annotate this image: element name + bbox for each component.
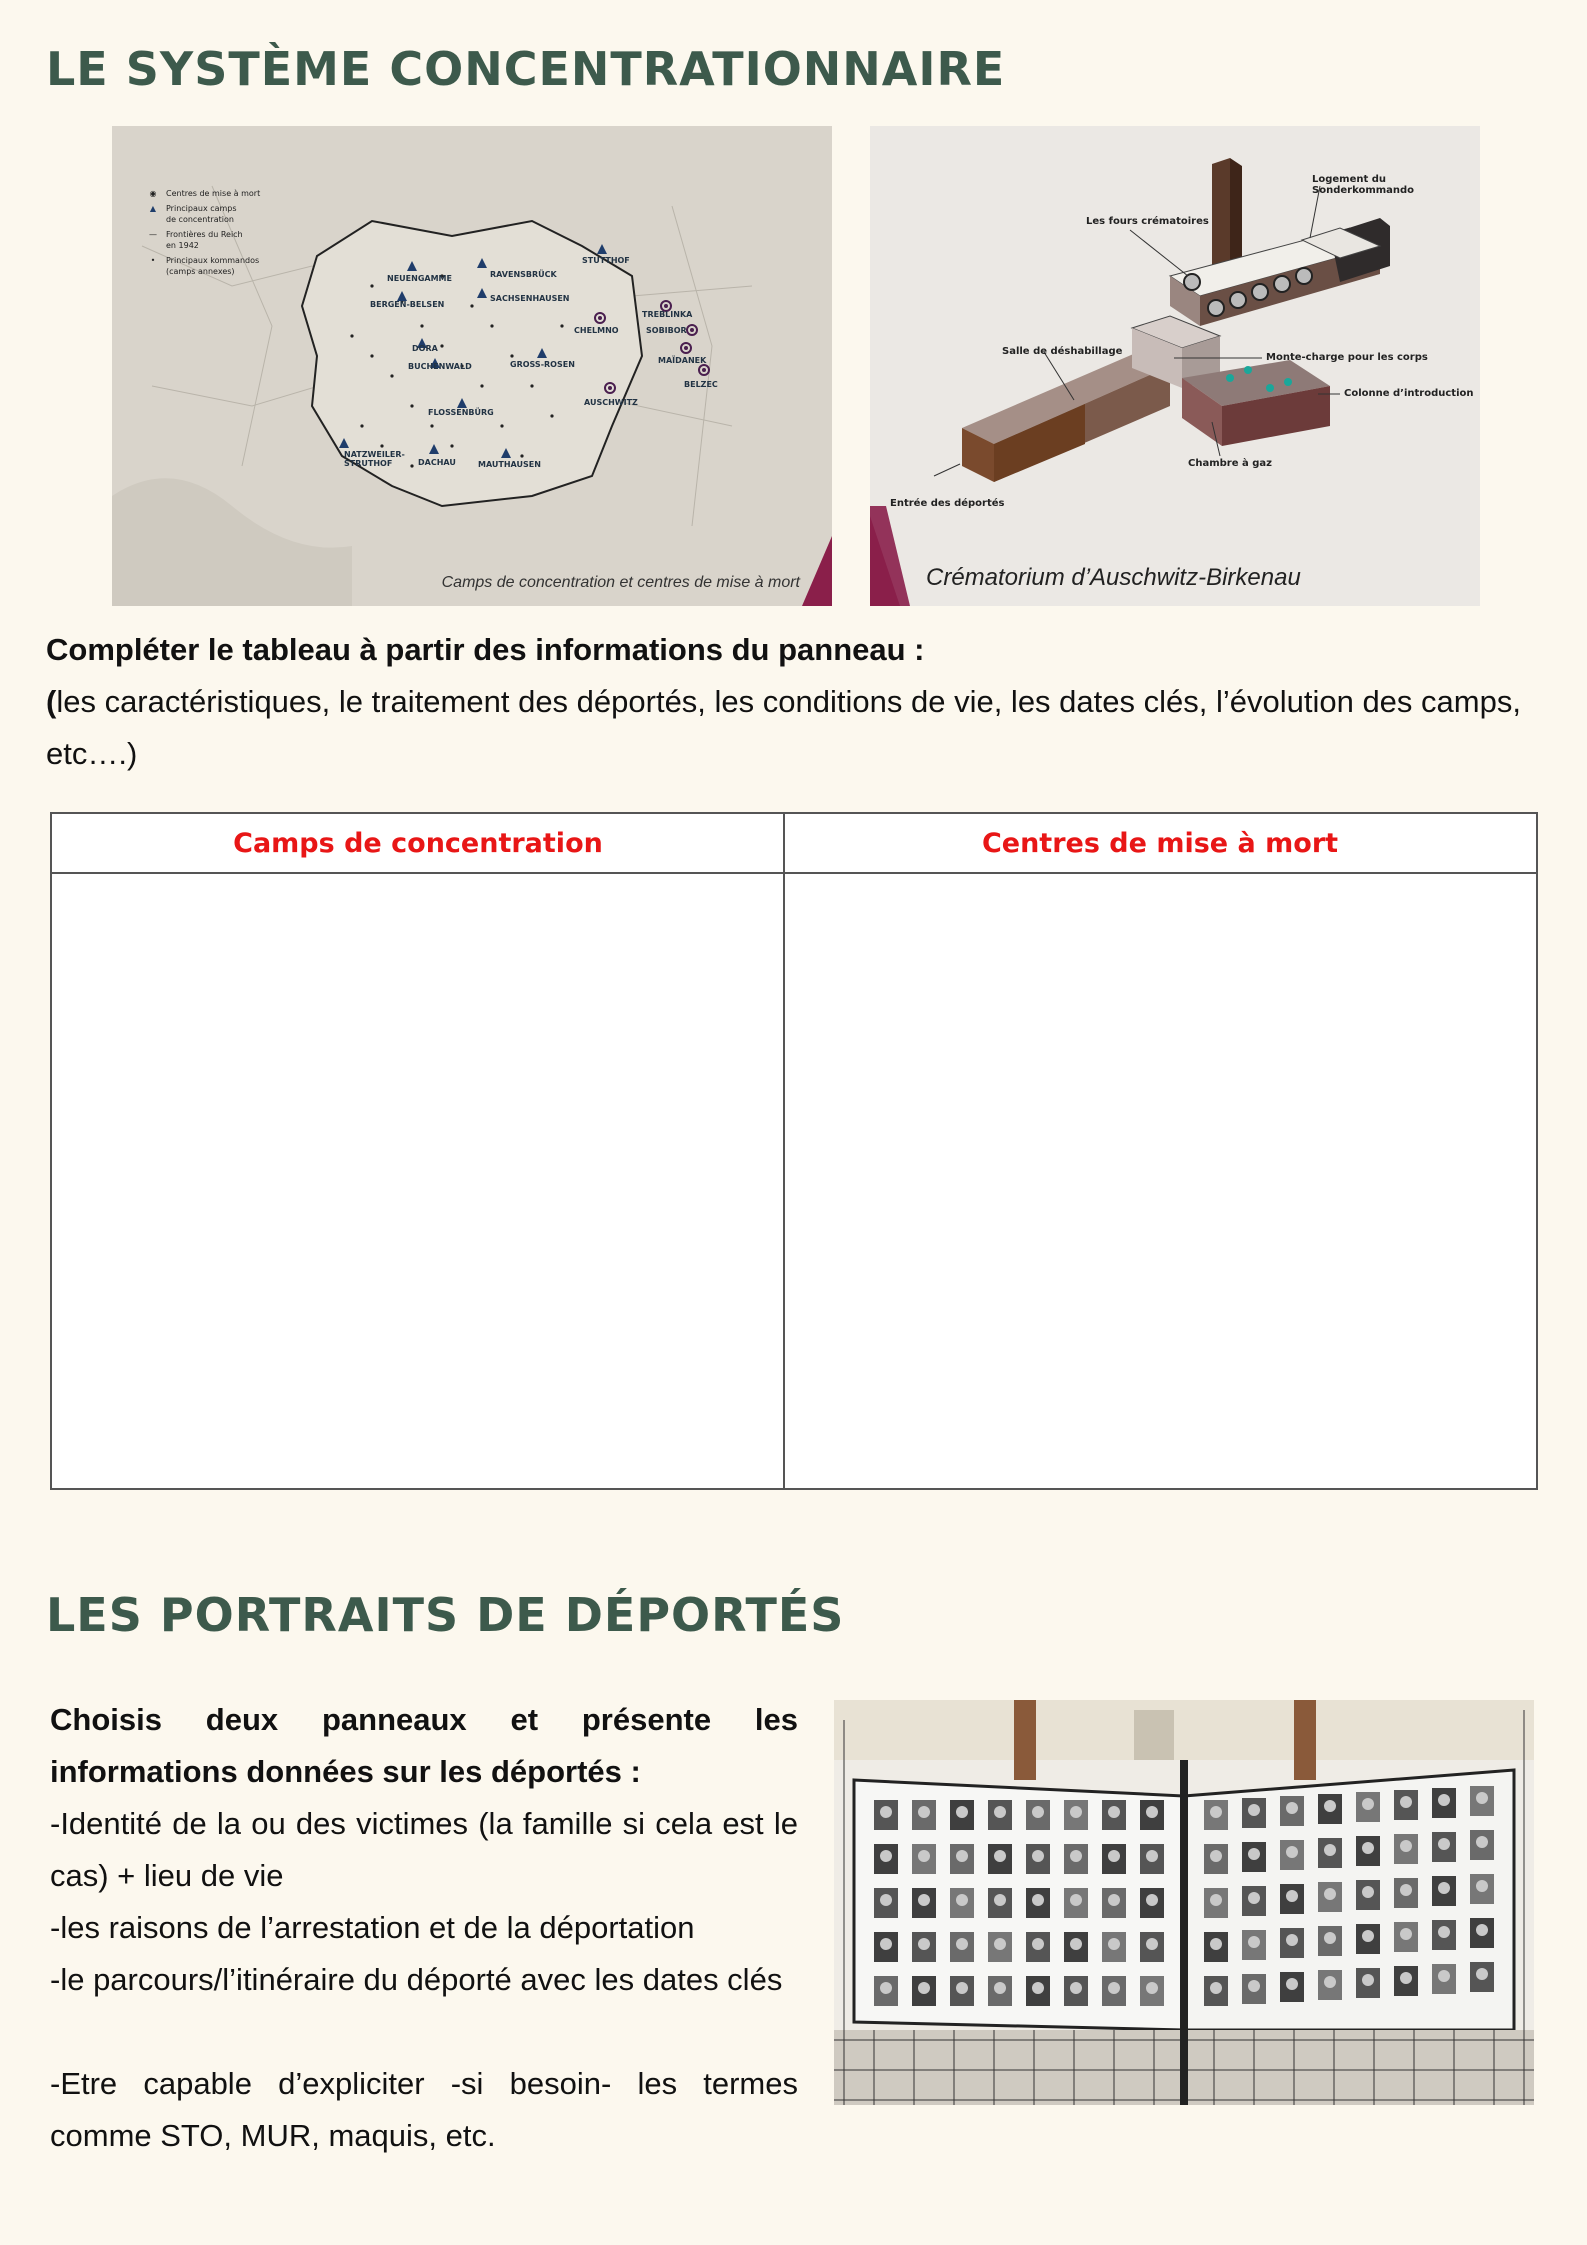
portrait-face <box>1476 1792 1488 1804</box>
portrait-face <box>1210 1894 1222 1906</box>
portrait-face <box>1438 1882 1450 1894</box>
portrait-face <box>1070 1850 1082 1862</box>
portrait-face <box>1108 1850 1120 1862</box>
camp-triangle-icon: ▲ <box>149 204 157 213</box>
portrait-face <box>918 1982 930 1994</box>
crem-label-colonne: Colonne d’introduction <box>1344 388 1474 399</box>
portrait-face <box>1324 1844 1336 1856</box>
portrait-face <box>918 1850 930 1862</box>
portrait-face <box>880 1850 892 1862</box>
portrait-face <box>1108 1982 1120 1994</box>
portrait-face <box>1146 1938 1158 1950</box>
portrait-face <box>1032 1850 1044 1862</box>
legend-label: Frontières du Reich en 1942 <box>166 230 243 250</box>
portraits-instruction: Choisis deux panneaux et présente les informations données sur les déportés : <box>50 1702 798 1789</box>
portrait-face <box>880 1894 892 1906</box>
map-label: SOBIBOR <box>646 326 687 335</box>
portrait-face <box>1210 1938 1222 1950</box>
map-caption: Camps de concentration et centres de mise à mort <box>441 574 800 591</box>
portrait-face <box>1362 1930 1374 1942</box>
crematorium-drawing <box>870 126 1480 606</box>
portrait-face <box>1032 1938 1044 1950</box>
map-label: NATZWEILER-STRUTHOF <box>344 450 405 468</box>
portraits-item: -Identité de la ou des victimes (la famille si cela est le cas) + lieu de vie <box>50 1806 798 1893</box>
portrait-face <box>956 1982 968 1994</box>
portrait-face <box>1324 1888 1336 1900</box>
portrait-face <box>1032 1894 1044 1906</box>
legend-label: Principaux camps de concentration <box>166 204 237 224</box>
portrait-face <box>1108 1806 1120 1818</box>
portrait-face <box>1248 1892 1260 1904</box>
portrait-face <box>1438 1970 1450 1982</box>
portrait-face <box>1362 1842 1374 1854</box>
portraits-item: -les raisons de l’arrestation et de la déportation <box>50 1910 695 1945</box>
portrait-face <box>1210 1982 1222 1994</box>
portrait-face <box>1400 1928 1412 1940</box>
portrait-face <box>1476 1968 1488 1980</box>
border-line-icon: — <box>149 230 157 239</box>
portrait-face <box>1108 1894 1120 1906</box>
crematorium-photo <box>870 126 1480 606</box>
death-center-icon: ◉ <box>149 189 157 198</box>
portrait-face <box>994 1894 1006 1906</box>
portrait-face <box>1438 1838 1450 1850</box>
table-instruction-text <box>46 676 1528 780</box>
portrait-face <box>1362 1886 1374 1898</box>
portrait-face <box>1108 1938 1120 1950</box>
portrait-face <box>918 1938 930 1950</box>
portrait-face <box>956 1806 968 1818</box>
comparison-table <box>50 812 1538 1490</box>
portrait-face <box>1286 1846 1298 1858</box>
portrait-face <box>994 1806 1006 1818</box>
portrait-face <box>994 1850 1006 1862</box>
map-label: DACHAU <box>418 458 456 467</box>
map-label: BERGEN-BELSEN <box>370 300 445 309</box>
portrait-face <box>1438 1926 1450 1938</box>
table-header-death-centers: Centres de mise à mort <box>784 814 1536 874</box>
portrait-face <box>1146 1850 1158 1862</box>
portrait-face <box>1324 1800 1336 1812</box>
portrait-face <box>1400 1972 1412 1984</box>
paren-open: ( <box>46 684 57 719</box>
map-label: MAUTHAUSEN <box>478 460 541 469</box>
portrait-face <box>1286 1890 1298 1902</box>
portraits-drawing <box>834 1700 1534 2105</box>
crematorium-caption: Crématorium d’Auschwitz-Birkenau <box>926 564 1301 591</box>
crem-label-sonderkommando: Logement du Sonderkommando <box>1312 174 1415 196</box>
map-label: BELZEC <box>684 380 718 389</box>
map-label: RAVENSBRÜCK <box>490 270 557 279</box>
table-divider <box>783 814 785 1488</box>
portrait-face <box>1146 1982 1158 1994</box>
portrait-face <box>1210 1806 1222 1818</box>
table-header-concentration: Camps de concentration <box>52 814 784 874</box>
portrait-face <box>1146 1806 1158 1818</box>
portrait-face <box>1362 1974 1374 1986</box>
portrait-face <box>1324 1976 1336 1988</box>
map-label: MAÏDANEK <box>658 356 707 365</box>
portrait-face <box>1476 1836 1488 1848</box>
map-label: FLOSSENBÜRG <box>428 408 494 417</box>
portrait-face <box>956 1850 968 1862</box>
legend-label: Centres de mise à mort <box>166 189 261 198</box>
table-instruction-title: Compléter le tableau à partir des informations du panneau : <box>46 632 925 667</box>
map-label: TREBLINKA <box>642 310 693 319</box>
portrait-face <box>994 1982 1006 1994</box>
portrait-face <box>880 1982 892 1994</box>
portrait-face <box>880 1806 892 1818</box>
map-label: STUTTHOF <box>582 256 630 265</box>
map-legend <box>146 188 266 281</box>
table-cell-death-centers[interactable] <box>786 874 1536 1488</box>
portrait-face <box>1248 1804 1260 1816</box>
portrait-face <box>1400 1796 1412 1808</box>
map-label: GROSS-ROSEN <box>510 360 575 369</box>
map-label: AUSCHWITZ <box>584 398 638 407</box>
portrait-face <box>1286 1802 1298 1814</box>
map-label: CHELMNO <box>574 326 619 335</box>
portrait-face <box>1070 1982 1082 1994</box>
crem-label-fours: Les fours crématoires <box>1086 216 1209 227</box>
dot-icon: • <box>150 256 156 265</box>
portrait-face <box>1070 1894 1082 1906</box>
map-label: SACHSENHAUSEN <box>490 294 570 303</box>
legend-label: Principaux kommandos (camps annexes) <box>166 256 260 276</box>
map-photo <box>112 126 832 606</box>
portrait-face <box>1286 1934 1298 1946</box>
portraits-item: -le parcours/l’itinéraire du déporté avec les dates clés <box>50 1962 783 1997</box>
section-title-portraits: LES PORTRAITS DE DÉPORTÉS <box>46 1588 845 1642</box>
portrait-face <box>956 1894 968 1906</box>
portrait-face <box>918 1894 930 1906</box>
portrait-face <box>880 1938 892 1950</box>
portraits-photo <box>834 1700 1534 2105</box>
portrait-face <box>1210 1850 1222 1862</box>
instruction-rest: les caractéristiques, le traitement des déportés, les conditions de vie, les dates clés, l’évolution des camps, etc….) <box>46 684 1521 771</box>
portraits-item: -Etre capable d’expliciter -si besoin- les termes comme STO, MUR, maquis, etc. <box>50 2066 798 2153</box>
portrait-face <box>1070 1806 1082 1818</box>
portrait-face <box>918 1806 930 1818</box>
portrait-face <box>1362 1798 1374 1810</box>
portrait-face <box>1146 1894 1158 1906</box>
section-title-concentration: LE SYSTÈME CONCENTRATIONNAIRE <box>46 42 1006 96</box>
crem-label-monte-charge: Monte-charge pour les corps <box>1266 352 1428 363</box>
crem-label-deshabillage: Salle de déshabillage <box>1002 346 1123 357</box>
portrait-face <box>1070 1938 1082 1950</box>
portrait-face <box>1400 1840 1412 1852</box>
map-label: BUCHENWALD <box>408 362 472 371</box>
crem-label-entree: Entrée des déportés <box>890 498 1005 509</box>
portrait-face <box>1286 1978 1298 1990</box>
portrait-face <box>1438 1794 1450 1806</box>
crem-label-chambre: Chambre à gaz <box>1188 458 1272 469</box>
portrait-face <box>1248 1980 1260 1992</box>
portrait-face <box>1248 1936 1260 1948</box>
portrait-face <box>1248 1848 1260 1860</box>
map-label: NEUENGAMME <box>387 274 452 283</box>
table-cell-concentration[interactable] <box>52 874 782 1488</box>
portrait-face <box>1400 1884 1412 1896</box>
portrait-face <box>1032 1982 1044 1994</box>
portrait-face <box>994 1938 1006 1950</box>
portrait-face <box>1032 1806 1044 1818</box>
map-label: DORA <box>412 344 438 353</box>
portrait-face <box>1476 1924 1488 1936</box>
portrait-face <box>956 1938 968 1950</box>
portrait-face <box>1476 1880 1488 1892</box>
portrait-face <box>1324 1932 1336 1944</box>
